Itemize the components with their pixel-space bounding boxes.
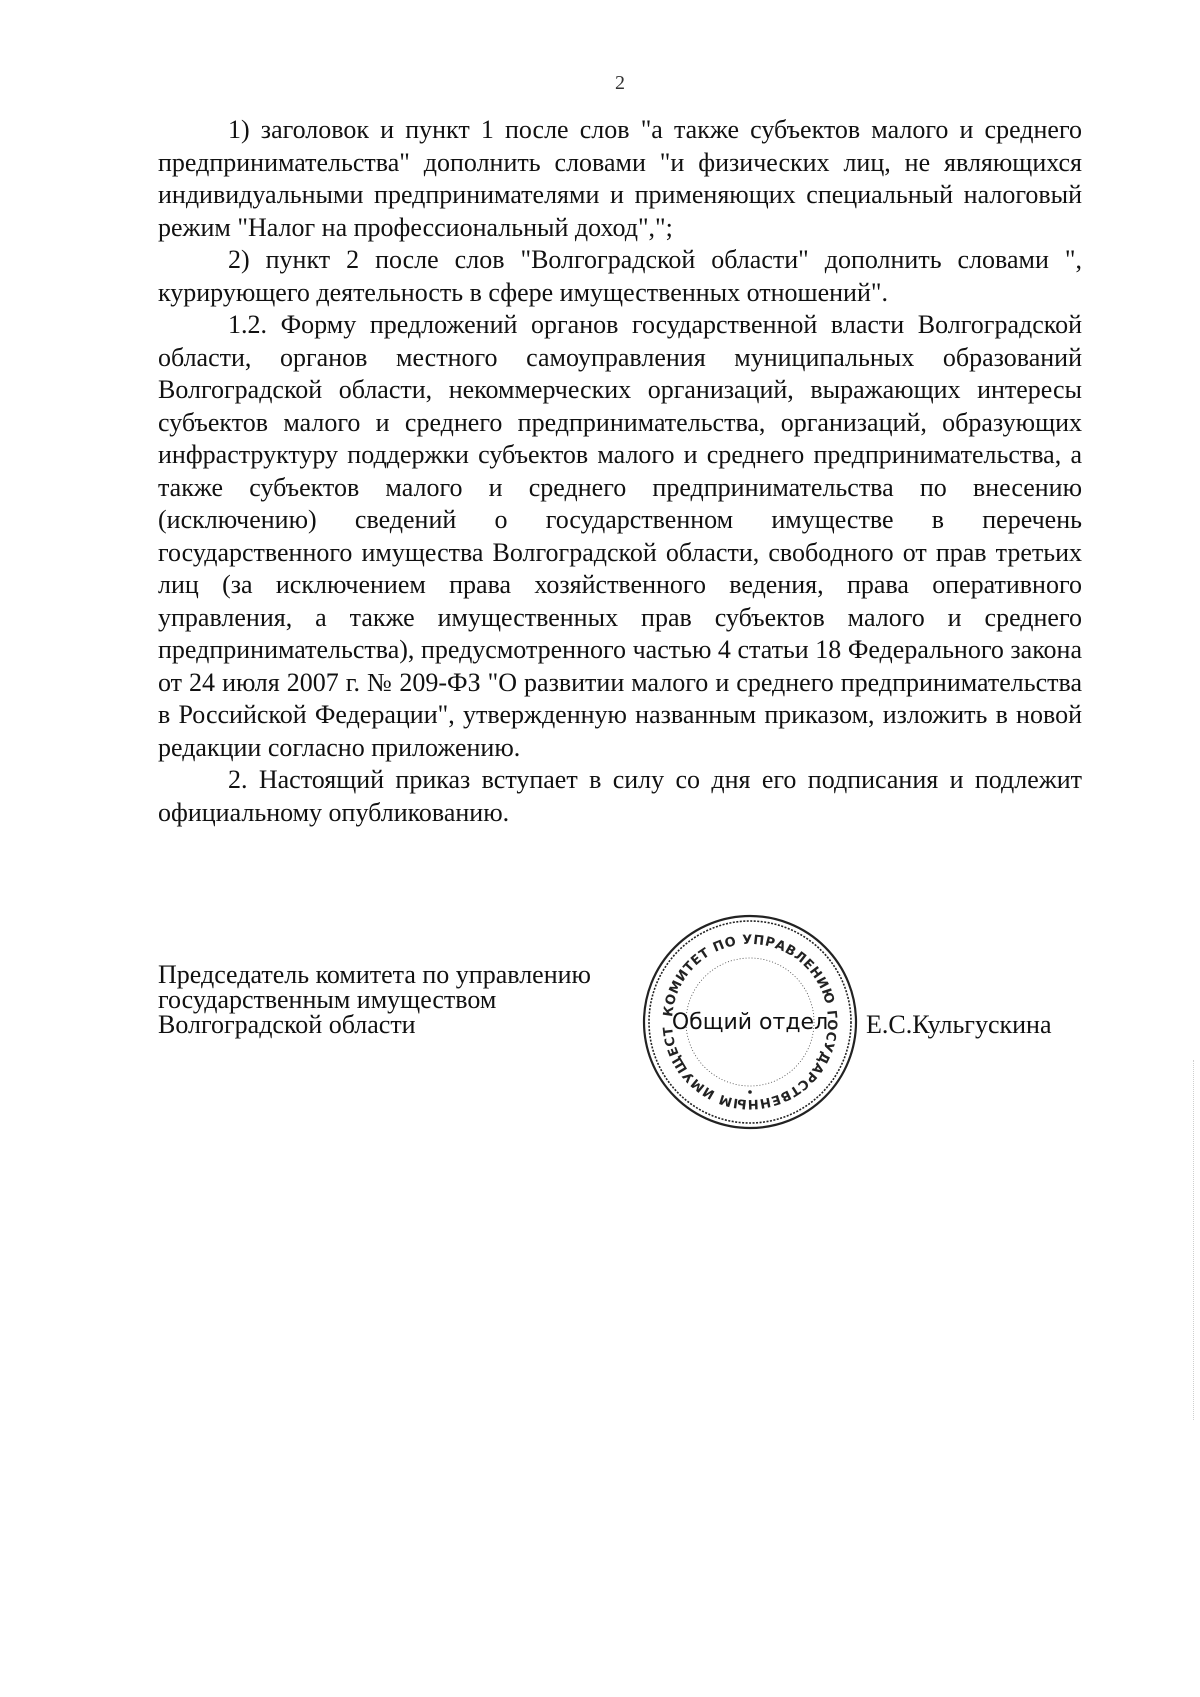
paragraph-1-2: 1.2. Форму предложений органов государственной власти Волгоградской области, органов местного самоуправления муниципальных образований Волгоградской области, некоммерческих организаций, выражающих интересы субъектов малого и среднего предпринимательства, организаций, образующих инфраструктуру поддержки субъектов малого и среднего предпринимательства, а также субъектов малого и среднего предпринимательства по внесению (исключению) сведений о государственном имуществе в перечень государственного имущества Волгоградской области, свободного от прав третьих лиц (за исключением права хозяйственного ведения, права оперативного управления, а также имущественных прав субъектов малого и среднего предпринимательства), предусмотренного частью 4 статьи 18 Федерального закона от 24 июля 2007 г. № 209-ФЗ "О развитии малого и среднего предпринимательства в Российской Федерации", утвержденную названным приказом, изложить в новой редакции согласно приложению. xyxy=(158,310,1082,762)
official-seal xyxy=(636,908,864,1136)
paragraph-amendment-2: 2) пункт 2 после слов "Волгоградской области" дополнить словами ", курирующего деятельность в сфере имущественных отношений". xyxy=(158,245,1082,307)
position-line-3: Волгоградской области xyxy=(158,1010,416,1039)
seal-center-text: Общий отдел xyxy=(671,1010,829,1035)
document-body xyxy=(158,114,1082,829)
page-number: 2 xyxy=(615,72,625,94)
signatory-position xyxy=(158,962,591,1037)
seal-stamp-icon xyxy=(636,908,864,1136)
scan-edge-artifact xyxy=(1191,1060,1194,1420)
paragraph-amendment-1: 1) заголовок и пункт 1 после слов "а также субъектов малого и среднего предпринимательства" дополнить словами "и физических лиц, не являющихся индивидуальными предпринимателями и применяющих специальный налоговый режим "Налог на профессиональный доход","; xyxy=(158,115,1082,242)
paragraph-2: 2. Настоящий приказ вступает в силу со дня его подписания и подлежит официальному опубликованию. xyxy=(158,765,1082,827)
signatory-name: Е.С.Кульгускина xyxy=(866,1010,1052,1039)
position-line-1: Председатель комитета по управлению xyxy=(158,960,591,989)
seal-ring-text: КОМИТЕТ ПО УПРАВЛЕНИЮ ГОСУДАРСТВЕННЫМ ИМУЩЕСТ xyxy=(661,932,840,1112)
position-line-2: государственным имуществом xyxy=(158,985,497,1014)
